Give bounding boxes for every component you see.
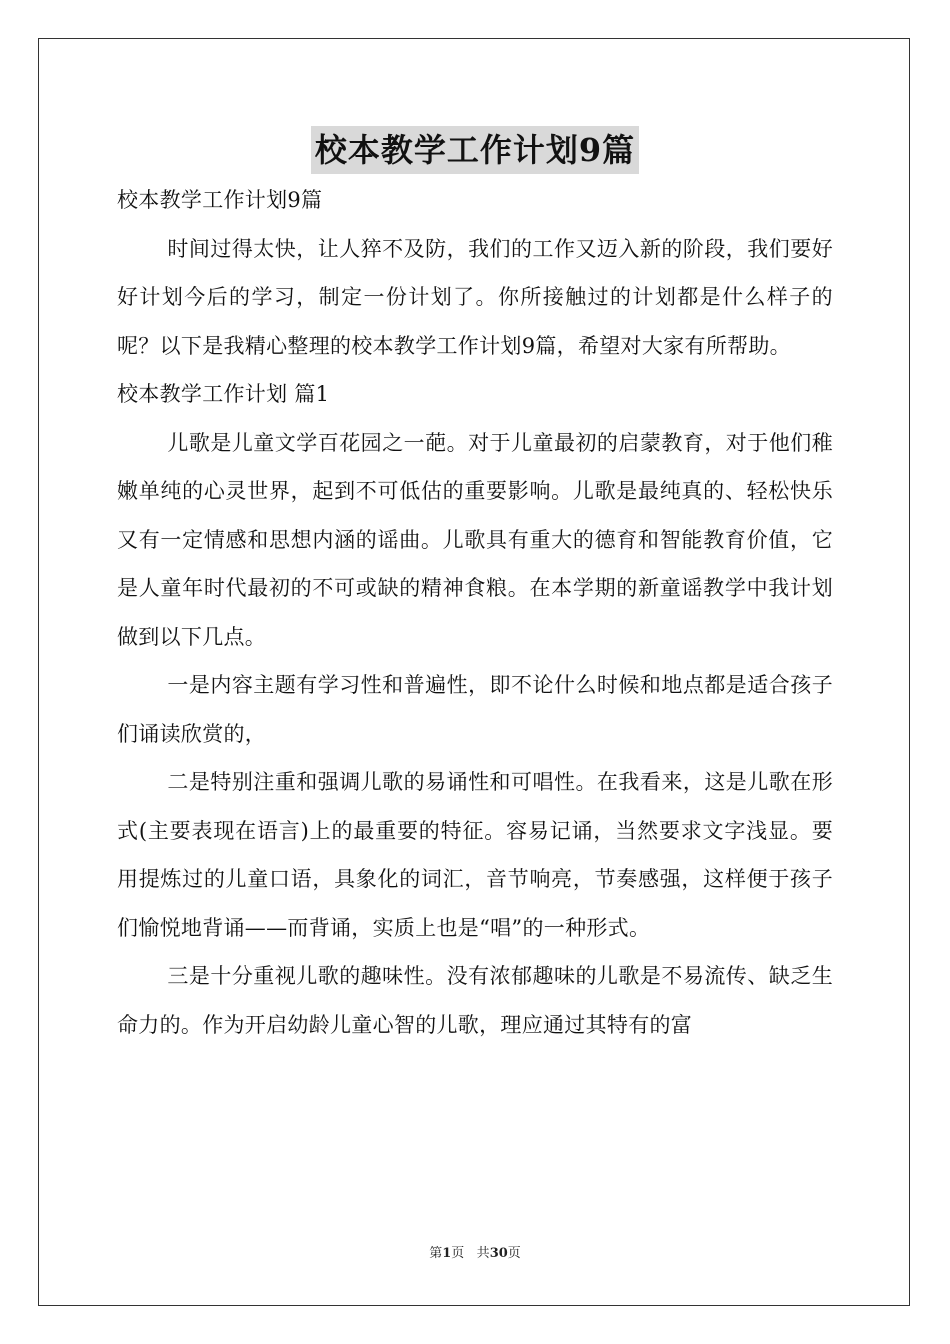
title-wrap — [0, 126, 950, 174]
page-number: 1 — [442, 1246, 452, 1261]
total-suffix: 页 — [507, 1246, 521, 1261]
document-title: 校本教学工作计划9篇 — [311, 126, 639, 174]
total-pages: 30 — [489, 1246, 508, 1261]
page-prefix: 第 — [429, 1246, 443, 1261]
document-body — [117, 176, 833, 1049]
section-heading: 校本教学工作计划 篇1 — [117, 382, 330, 406]
document-subtitle: 校本教学工作计划9篇 — [117, 188, 323, 212]
page-suffix: 页 — [451, 1246, 465, 1261]
intro-paragraph: 时间过得太快，让人猝不及防，我们的工作又迈入新的阶段，我们要好好计划今后的学习，制定一份计划了。你所接触过的计划都是什么样子的呢？以下是我精心整理的校本教学工作计划9篇，希望对大家有所帮助。 — [117, 236, 833, 358]
body-paragraph: 一是内容主题有学习性和普遍性，即不论什么时候和地点都是适合孩子们诵读欣赏的， — [117, 673, 833, 746]
body-paragraph: 三是十分重视儿歌的趣味性。没有浓郁趣味的儿歌是不易流传、缺乏生命力的。作为开启幼龄儿童心智的儿歌，理应通过其特有的富 — [117, 964, 833, 1037]
page-footer — [0, 1244, 950, 1264]
total-prefix: 共 — [476, 1246, 490, 1261]
body-paragraph: 儿歌是儿童文学百花园之一葩。对于儿童最初的启蒙教育，对于他们稚嫩单纯的心灵世界，起到不可低估的重要影响。儿歌是最纯真的、轻松快乐又有一定情感和思想内涵的谣曲。儿歌具有重大的德育和智能教育价值，它是人童年时代最初的不可或缺的精神食粮。在本学期的新童谣教学中我计划做到以下几点。 — [117, 430, 833, 649]
body-paragraph: 二是特别注重和强调儿歌的易诵性和可唱性。在我看来，这是儿歌在形式(主要表现在语言)上的最重要的特征。容易记诵，当然要求文字浅显。要用提炼过的儿童口语，具象化的词汇，音节响亮，节奏感强，这样便于孩子们愉悦地背诵——而背诵，实质上也是“唱”的一种形式。 — [117, 770, 833, 940]
